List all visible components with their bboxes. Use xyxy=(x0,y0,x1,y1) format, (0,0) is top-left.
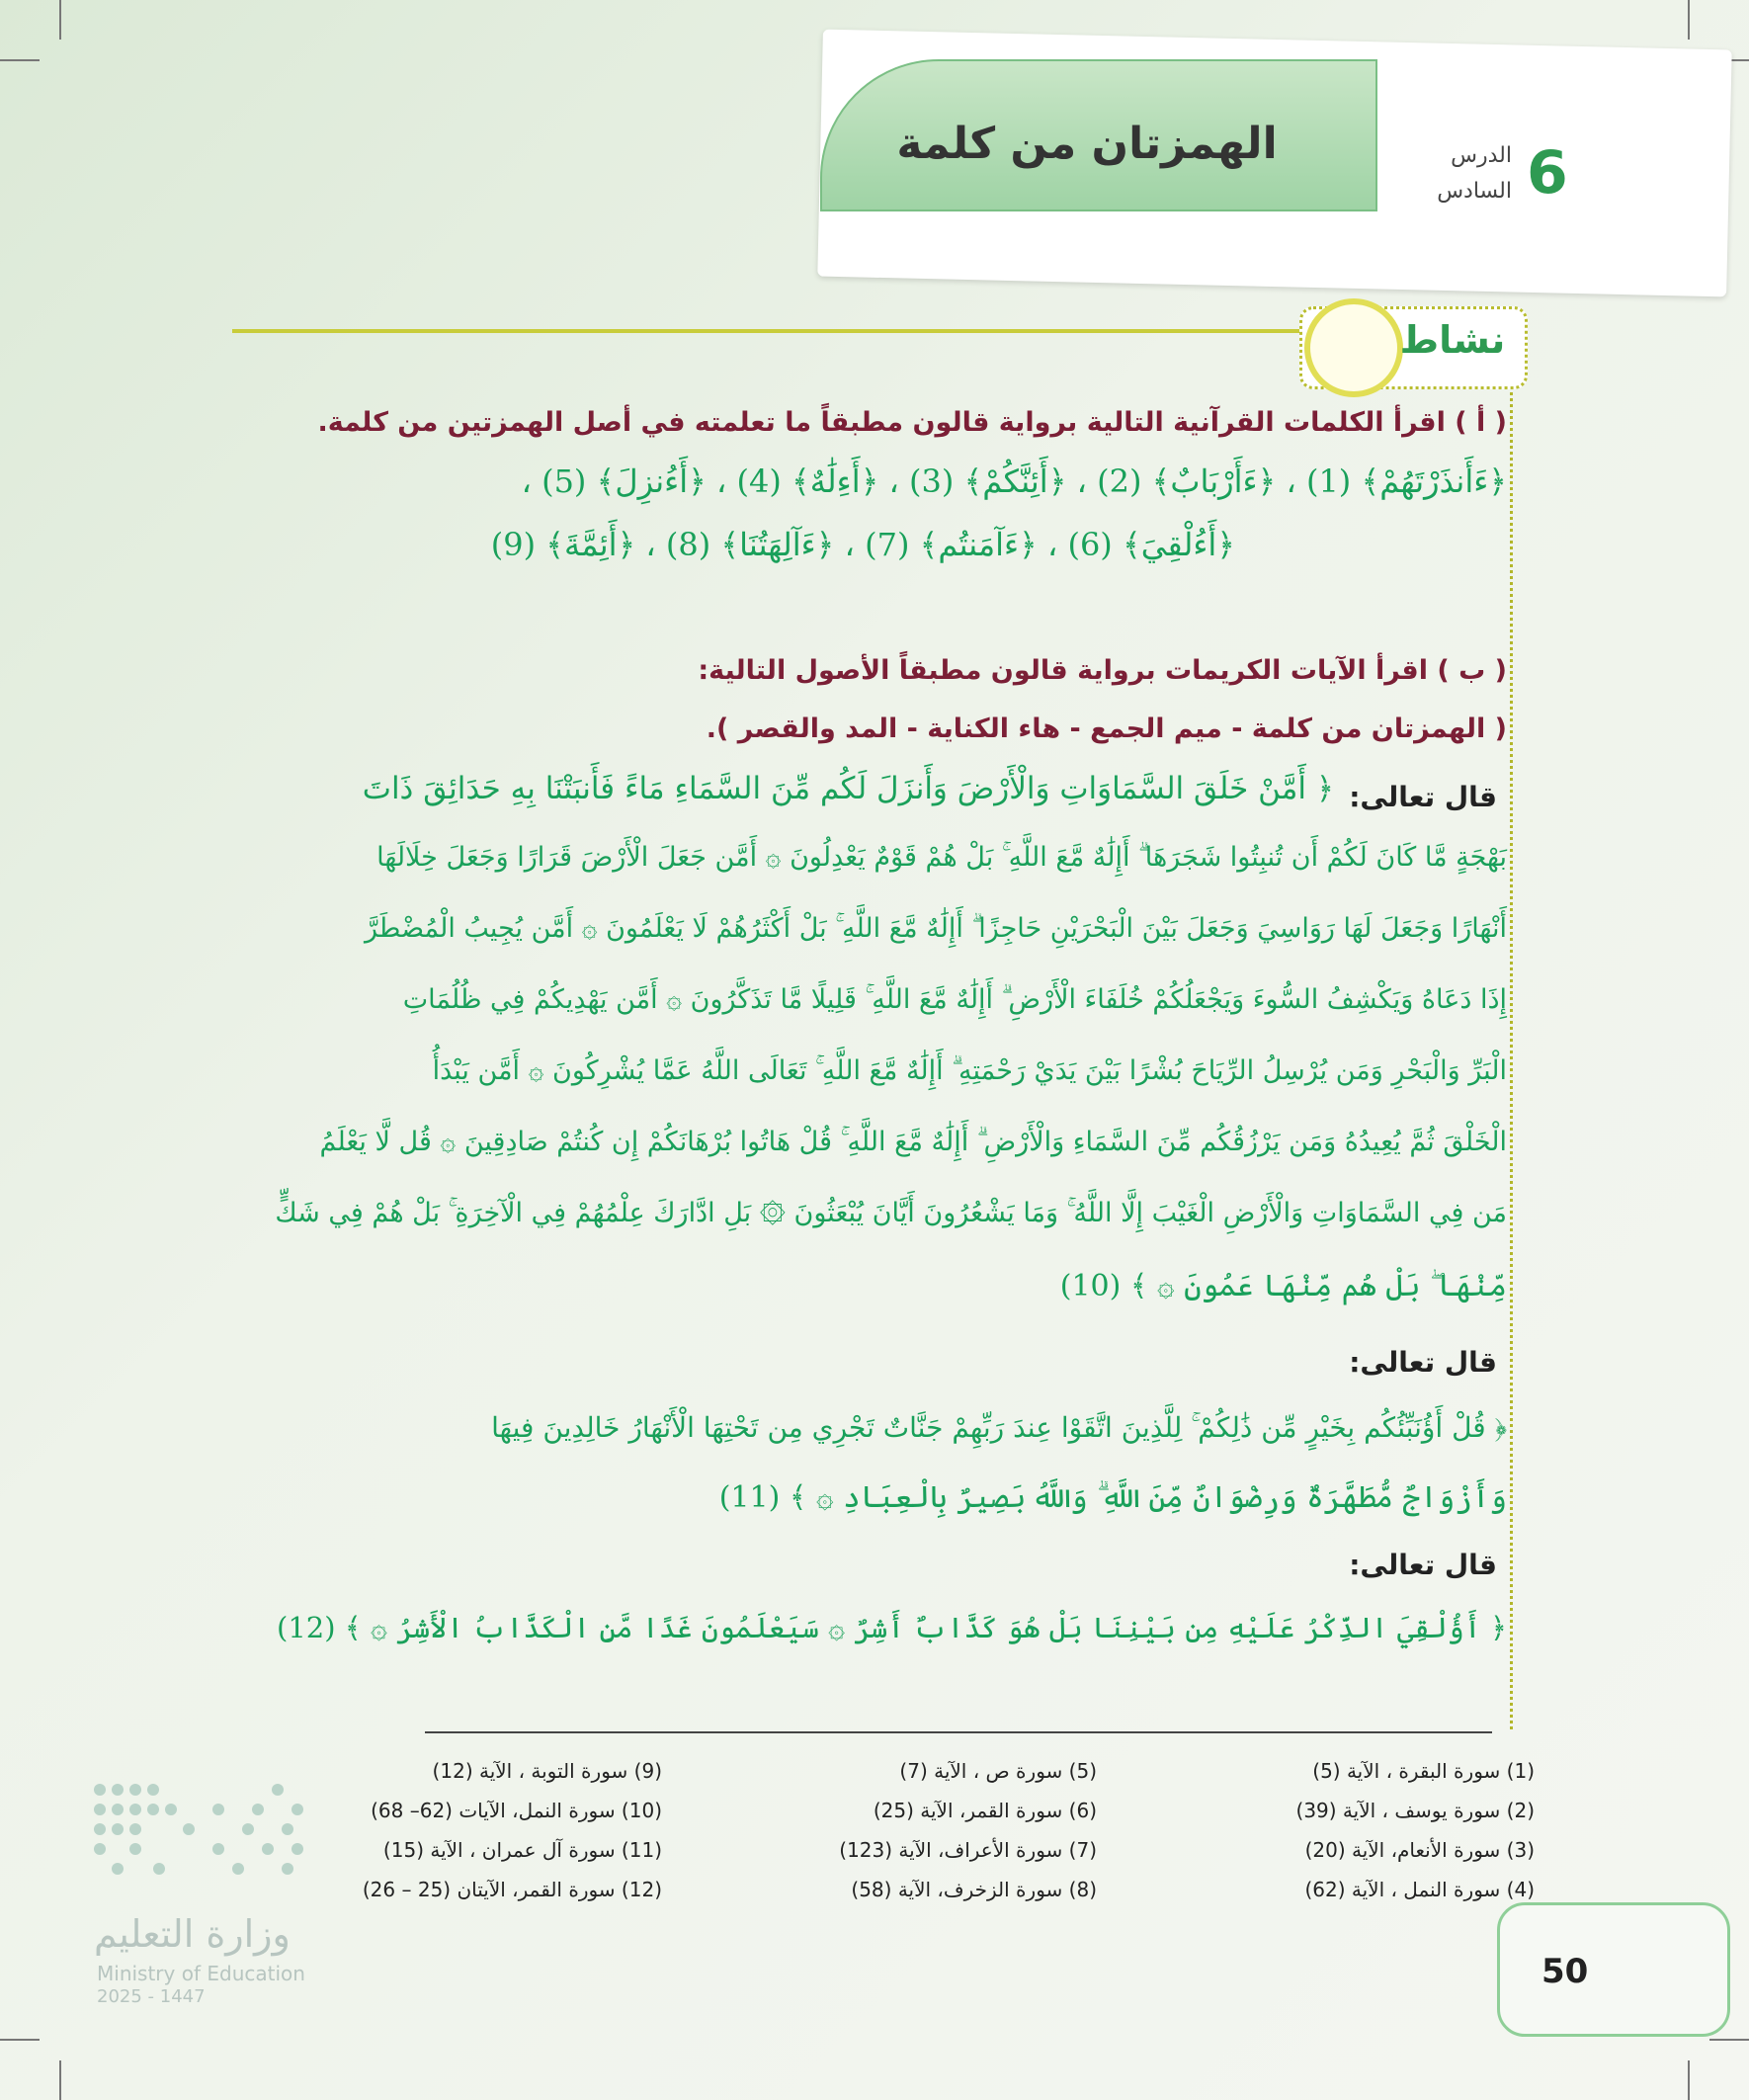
footnote: (9) سورة التوبة ، الآية (12) xyxy=(432,1759,662,1783)
footnote: (5) سورة ص ، الآية (7) xyxy=(899,1759,1097,1783)
crop-mark xyxy=(59,2060,61,2100)
ministry-logo-dots xyxy=(94,1774,311,1883)
footnote: (1) سورة البقرة ، الآية (5) xyxy=(1312,1759,1535,1783)
lesson-number: 6 xyxy=(1527,138,1568,208)
verse-line: مَن فِي السَّمَاوَاتِ وَالْأَرْضِ الْغَيْبَ إِلَّا اللَّهُ ۚ وَمَا يَشْعُرُونَ أَيَّانَ يُبْعَثُونَ ۞ بَلِ ادَّارَكَ عِلْمُهُمْ فِي الْآخِرَةِ ۚ بَلْ هُمْ فِي شَكٍّ xyxy=(275,1198,1507,1228)
verse-line: بَهْجَةٍ مَّا كَانَ لَكُمْ أَن تُنبِتُوا شَجَرَهَا ۗ أَإِلَٰهٌ مَّعَ اللَّهِ ۚ بَلْ هُمْ قَوْمٌ يَعْدِلُونَ ۞ أَمَّن جَعَلَ الْأَرْضَ قَرَارًا وَجَعَلَ خِلَالَهَا xyxy=(376,842,1507,873)
footnote: (10) سورة النمل، الآيات (62– 68) xyxy=(371,1799,662,1822)
verse-line: ﴿ أَؤُلْقِيَ الذِّكْرُ عَلَيْهِ مِن بَيْنِنَا بَلْ هُوَ كَذَّابٌ أَشِرٌ ۞ سَيَعْلَمُونَ غَدًا مَّنِ الْكَذَّابُ الْأَشِرُ ۞ ﴾ (12) xyxy=(276,1611,1507,1644)
crop-mark xyxy=(1709,2039,1749,2041)
verse-intro: قال تعالى: xyxy=(1349,781,1497,813)
lesson-label-word: الدرس xyxy=(1451,143,1512,168)
verse-line: ﴿ قُلْ أَؤُنَبِّئُكُم بِخَيْرٍ مِّن ذَٰلِكُمْ ۚ لِلَّذِينَ اتَّقَوْا عِندَ رَبِّهِمْ جَنَّاتٌ تَجْرِي مِن تَحْتِهَا الْأَنْهَارُ خَالِدِينَ فِيهَا xyxy=(491,1411,1507,1444)
verse-line: ﴿ أَمَّنْ خَلَقَ السَّمَاوَاتِ وَالْأَرْضَ وَأَنزَلَ لَكُم مِّنَ السَّمَاءِ مَاءً فَأَنبَتْنَا بِهِ حَدَائِقَ ذَاتَ xyxy=(362,771,1334,806)
verse-intro: قال تعالى: xyxy=(1349,1346,1497,1379)
part-b-instruction: ( ب ) اقرأ الآيات الكريمات برواية قالون مطبقاً الأصول التالية: xyxy=(698,655,1507,686)
part-a-instruction: ( أ ) اقرأ الكلمات القرآنية التالية برواية قالون مطبقاً ما تعلمته في أصل الهمزتين من كلمة. xyxy=(317,407,1507,438)
footnote: (7) سورة الأعراف، الآية (123) xyxy=(839,1838,1097,1862)
crop-mark xyxy=(1688,0,1690,40)
crop-mark xyxy=(0,59,40,61)
page-number-box xyxy=(1497,1902,1730,2037)
activity-side-rule xyxy=(1510,376,1516,1729)
verse-line: الْبَرِّ وَالْبَحْرِ وَمَن يُرْسِلُ الرِّيَاحَ بُشْرًا بَيْنَ يَدَيْ رَحْمَتِهِ ۗ أَإِلَٰهٌ مَّعَ اللَّهِ ۚ تَعَالَى اللَّهُ عَمَّا يُشْرِكُونَ ۞ أَمَّن يَبْدَأُ xyxy=(432,1055,1507,1086)
verse-line: أَنْهَارًا وَجَعَلَ لَهَا رَوَاسِيَ وَجَعَلَ بَيْنَ الْبَحْرَيْنِ حَاجِزًا ۗ أَإِلَٰهٌ مَّعَ اللَّهِ ۚ بَلْ أَكْثَرُهُمْ لَا يَعْلَمُونَ ۞ أَمَّن يُجِيبُ الْمُضْطَرَّ xyxy=(365,913,1507,944)
verse-line: الْخَلْقَ ثُمَّ يُعِيدُهُ وَمَن يَرْزُقُكُم مِّنَ السَّمَاءِ وَالْأَرْضِ ۗ أَإِلَٰهٌ مَّعَ اللَّهِ ۚ قُلْ هَاتُوا بُرْهَانَكُمْ إِن كُنتُمْ صَادِقِينَ ۞ قُل لَّا يَعْلَمُ xyxy=(319,1127,1507,1157)
verse-line: وَأَزْوَاجٌ مُّطَهَّرَةٌ وَرِضْوَانٌ مِّنَ اللَّهِ ۗ وَاللَّهُ بَصِيرٌ بِالْعِبَادِ ۞ ﴾ (11) xyxy=(718,1480,1507,1515)
crop-mark xyxy=(0,2039,40,2041)
crop-mark xyxy=(1688,2060,1690,2100)
verse-line: إِذَا دَعَاهُ وَيَكْشِفُ السُّوءَ وَيَجْعَلُكُمْ خُلَفَاءَ الْأَرْضِ ۗ أَإِلَٰهٌ مَّعَ اللَّهِ ۚ قَلِيلًا مَّا تَذَكَّرُونَ ۞ أَمَّن يَهْدِيكُمْ فِي ظُلُمَاتِ xyxy=(402,984,1507,1015)
verse-intro: قال تعالى: xyxy=(1349,1549,1497,1581)
lesson-title: الهمزتان من كلمة xyxy=(896,119,1278,169)
part-a-words-row2: ﴿أَءُلْقِيَ﴾ (6) ، ﴿ءَآمَنتُم﴾ (7) ، ﴿ءَآلِهَتُنَا﴾ (8) ، ﴿أَئِمَّةَ﴾ (9) xyxy=(490,526,1235,563)
lesson-ordinal: السادس xyxy=(1437,179,1512,204)
page-number: 50 xyxy=(1541,1952,1589,1991)
part-b-principles: ( الهمزتان من كلمة - ميم الجمع - هاء الكناية - المد والقصر ). xyxy=(706,714,1507,744)
activity-badge-label: نشاط xyxy=(1399,318,1506,362)
footnote-rule xyxy=(425,1731,1492,1733)
footnote: (4) سورة النمل ، الآية (62) xyxy=(1304,1878,1535,1901)
crop-mark xyxy=(59,0,61,40)
lesson-label xyxy=(1413,138,1512,210)
footnote: (12) سورة القمر، الآيتان (25 – 26) xyxy=(362,1878,662,1901)
activity-top-rule xyxy=(232,329,1299,333)
verse-line: مِّنْهَا ۖ بَلْ هُم مِّنْهَا عَمُونَ ۞ ﴾ (10) xyxy=(1059,1269,1507,1303)
footnote: (11) سورة آل عمران ، الآية (15) xyxy=(382,1838,662,1862)
footnote: (2) سورة يوسف ، الآية (39) xyxy=(1295,1799,1535,1822)
footnote: (8) سورة الزخرف، الآية (58) xyxy=(851,1878,1097,1901)
ministry-year: 2025 - 1447 xyxy=(97,1986,206,2007)
footnote: (6) سورة القمر، الآية (25) xyxy=(873,1799,1097,1822)
part-a-words-row1: ﴿ءَأَنذَرْتَهُمْ﴾ (1) ، ﴿ءَأَرْبَابٌ﴾ (2) ، ﴿أَئِنَّكُمْ﴾ (3) ، ﴿أَءِلَٰهٌ﴾ (4) ، ﴿أَءُنزِلَ﴾ (5) ، xyxy=(521,462,1507,500)
footnote: (3) سورة الأنعام، الآية (20) xyxy=(1304,1838,1535,1862)
flower-icon xyxy=(1304,298,1403,397)
ministry-name-english: Ministry of Education xyxy=(97,1962,305,1985)
ministry-name-arabic: وزارة التعليم xyxy=(94,1912,291,1956)
